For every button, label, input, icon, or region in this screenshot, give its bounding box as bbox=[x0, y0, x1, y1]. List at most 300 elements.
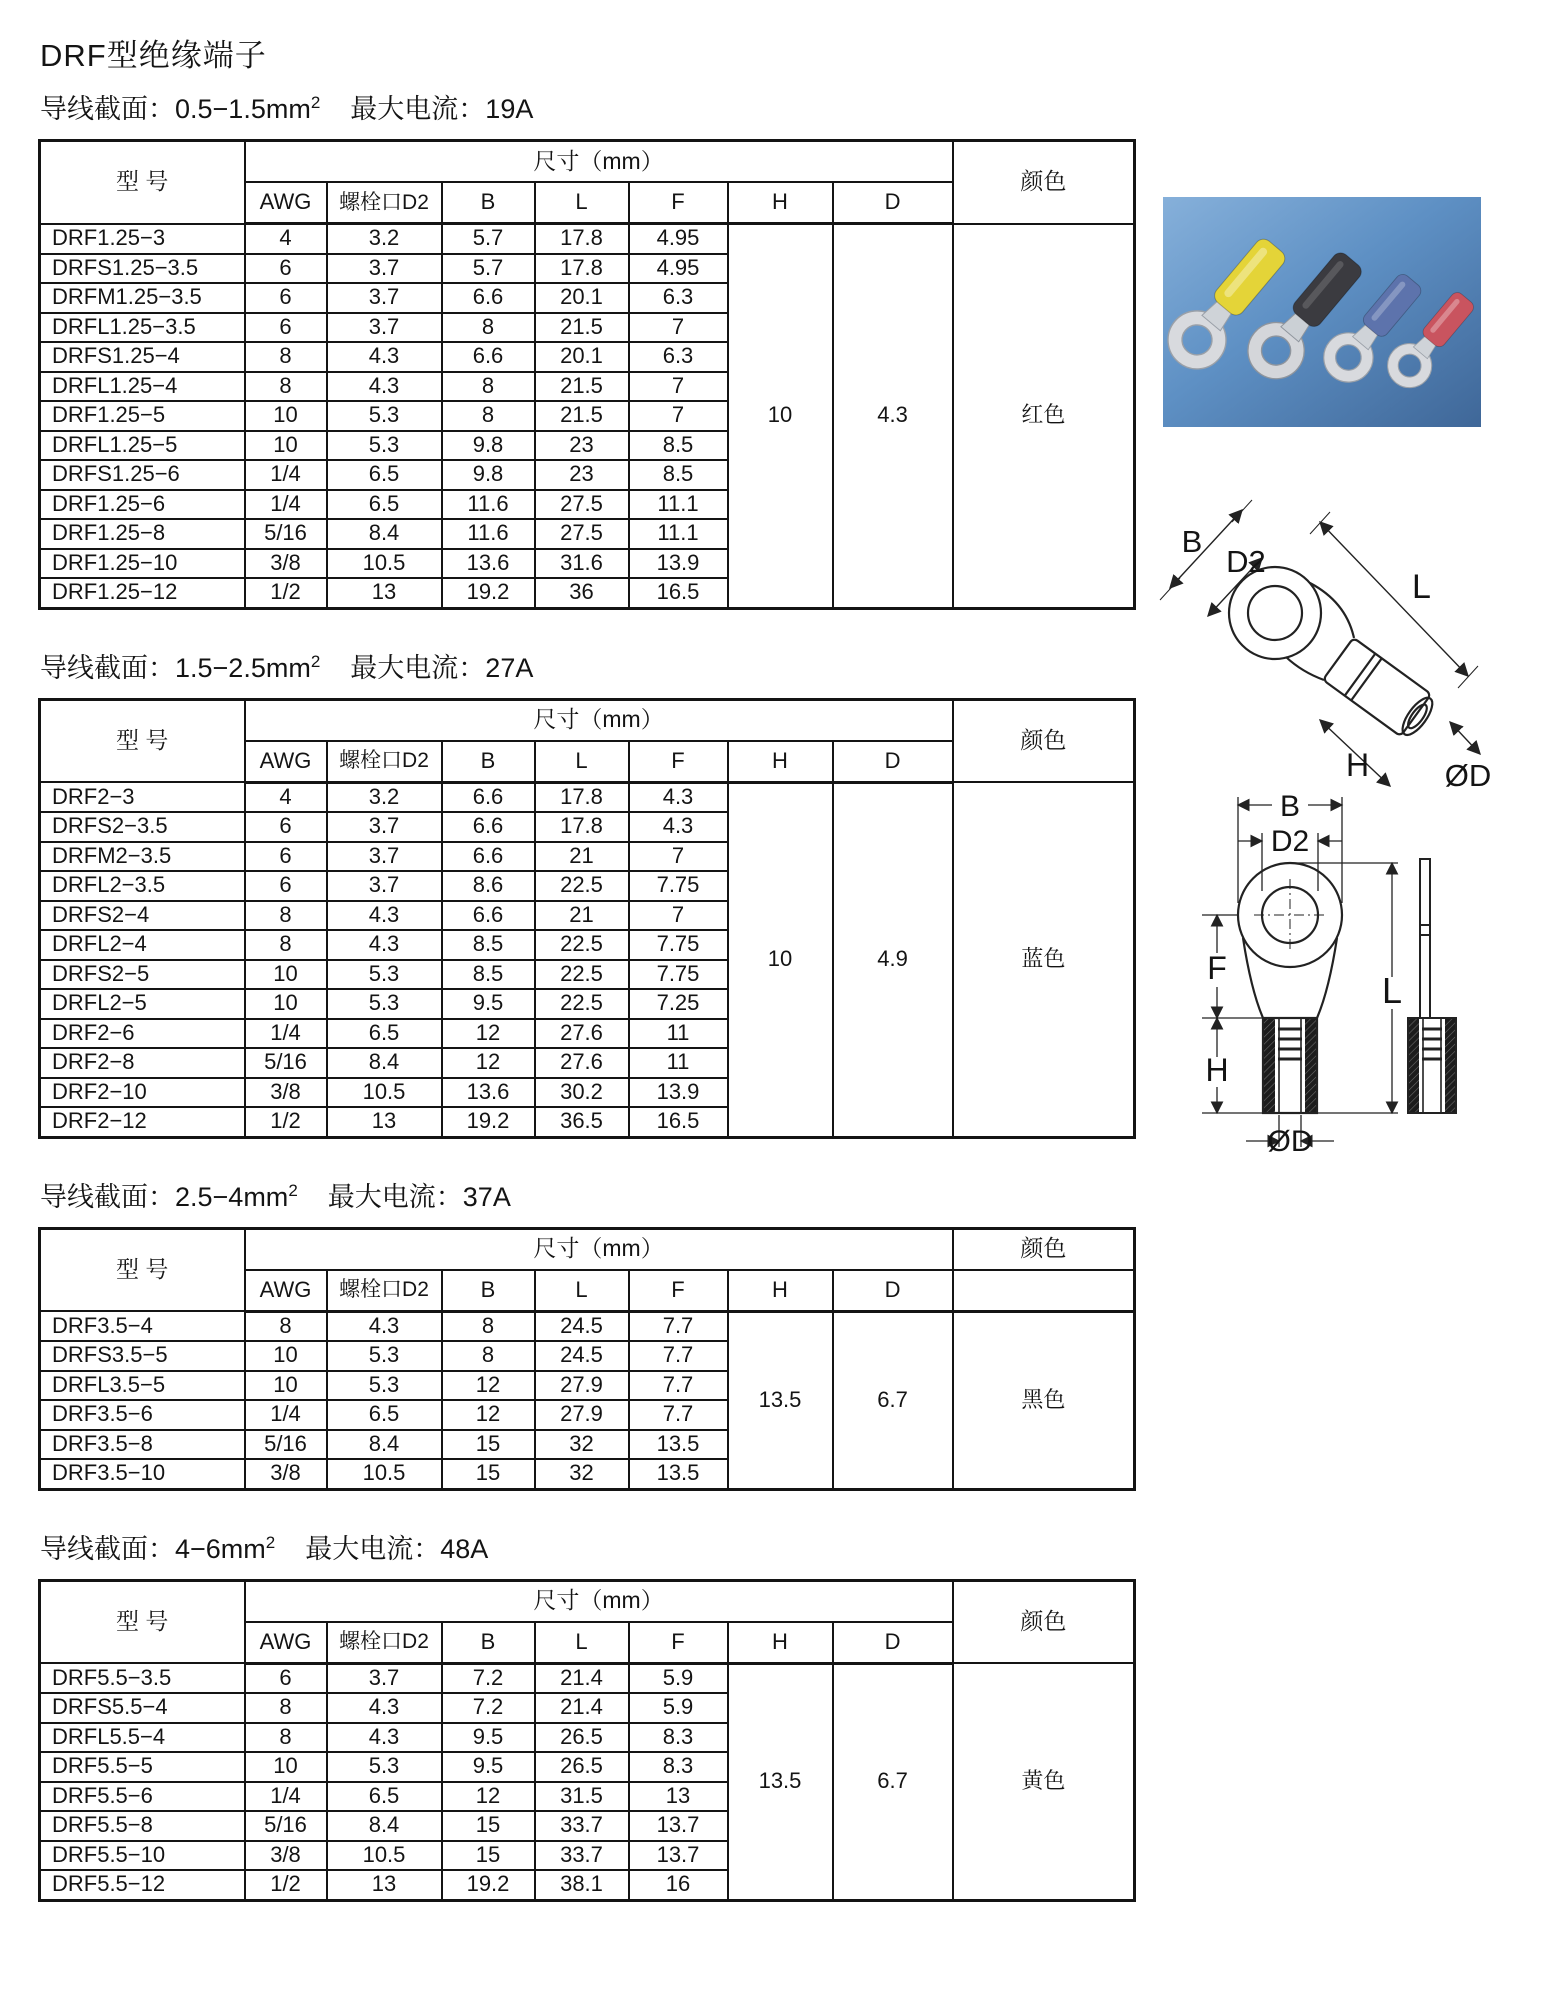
header-model: 型 号 bbox=[40, 1580, 245, 1663]
cell-f: 7 bbox=[629, 313, 728, 343]
cell-f: 13.5 bbox=[629, 1459, 728, 1489]
label-od: ØD bbox=[1267, 1125, 1313, 1158]
cell-f: 7 bbox=[629, 372, 728, 402]
cell-model: DRFS2−3.5 bbox=[40, 812, 245, 842]
cell-f: 6.3 bbox=[629, 283, 728, 313]
header-dimensions: 尺寸（mm） bbox=[245, 699, 953, 741]
cell-f: 16 bbox=[629, 1870, 728, 1900]
cell-b: 8 bbox=[442, 372, 535, 402]
cell-l: 32 bbox=[535, 1430, 629, 1460]
cell-awg: 8 bbox=[245, 1311, 327, 1341]
cell-b: 9.8 bbox=[442, 460, 535, 490]
cell-awg: 1/4 bbox=[245, 460, 327, 490]
cell-awg: 8 bbox=[245, 342, 327, 372]
header-d: D bbox=[833, 741, 953, 783]
cell-awg: 3/8 bbox=[245, 1078, 327, 1108]
drawing-perspective bbox=[1150, 480, 1550, 805]
header-f: F bbox=[629, 741, 728, 783]
cell-l: 27.6 bbox=[535, 1048, 629, 1078]
cell-model: DRF3.5−4 bbox=[40, 1311, 245, 1341]
front-view bbox=[1238, 863, 1342, 1113]
cell-bolt-d2: 5.3 bbox=[327, 1341, 442, 1371]
cell-model: DRFM2−3.5 bbox=[40, 842, 245, 872]
cell-bolt-d2: 4.3 bbox=[327, 372, 442, 402]
header-b: B bbox=[442, 1270, 535, 1312]
header-d: D bbox=[833, 1270, 953, 1312]
cell-l: 33.7 bbox=[535, 1841, 629, 1871]
cell-f: 7.7 bbox=[629, 1311, 728, 1341]
cell-bolt-d2: 6.5 bbox=[327, 1400, 442, 1430]
cell-awg: 3/8 bbox=[245, 1459, 327, 1489]
cell-b: 13.6 bbox=[442, 549, 535, 579]
cell-b: 19.2 bbox=[442, 1107, 535, 1137]
header-bolt-d2: 螺栓口D2 bbox=[327, 1622, 442, 1664]
cell-awg: 10 bbox=[245, 1371, 327, 1401]
cell-model: DRF1.25−12 bbox=[40, 578, 245, 608]
cell-bolt-d2: 13 bbox=[327, 1870, 442, 1900]
cell-l: 21.5 bbox=[535, 372, 629, 402]
perspective-view bbox=[1150, 480, 1550, 800]
cell-model: DRFS1.25−3.5 bbox=[40, 254, 245, 284]
cell-model: DRFS2−4 bbox=[40, 901, 245, 931]
header-l: L bbox=[535, 1270, 629, 1312]
cell-h-shared: 13.5 bbox=[728, 1663, 833, 1900]
cell-model: DRFL1.25−4 bbox=[40, 372, 245, 402]
cell-bolt-d2: 5.3 bbox=[327, 1371, 442, 1401]
cell-color-name: 黄色 bbox=[953, 1663, 1135, 1900]
cell-awg: 10 bbox=[245, 1752, 327, 1782]
cell-awg: 1/2 bbox=[245, 578, 327, 608]
cell-bolt-d2: 3.7 bbox=[327, 871, 442, 901]
cell-awg: 10 bbox=[245, 401, 327, 431]
cell-model: DRFL5.5−4 bbox=[40, 1723, 245, 1753]
cell-b: 9.8 bbox=[442, 431, 535, 461]
cell-l: 26.5 bbox=[535, 1752, 629, 1782]
cell-model: DRFS2−5 bbox=[40, 960, 245, 990]
label-h: H bbox=[1205, 1052, 1229, 1088]
cell-model: DRF2−12 bbox=[40, 1107, 245, 1137]
section-4-6mm bbox=[38, 1527, 1136, 1902]
cell-bolt-d2: 8.4 bbox=[327, 1048, 442, 1078]
cell-model: DRF5.5−10 bbox=[40, 1841, 245, 1871]
cell-awg: 1/4 bbox=[245, 1782, 327, 1812]
cell-b: 12 bbox=[442, 1782, 535, 1812]
spec-table-3 bbox=[38, 1227, 1136, 1491]
cell-model: DRF5.5−5 bbox=[40, 1752, 245, 1782]
wire-section-label: 导线截面：2.5−4mm bbox=[40, 1181, 289, 1212]
cell-awg: 5/16 bbox=[245, 1048, 327, 1078]
cell-l: 27.9 bbox=[535, 1371, 629, 1401]
cell-awg: 10 bbox=[245, 431, 327, 461]
cell-f: 13 bbox=[629, 1782, 728, 1812]
section-heading bbox=[40, 1175, 1136, 1214]
cell-f: 13.7 bbox=[629, 1841, 728, 1871]
label-b: B bbox=[1279, 790, 1301, 823]
cell-bolt-d2: 5.3 bbox=[327, 960, 442, 990]
cell-bolt-d2: 3.7 bbox=[327, 283, 442, 313]
cell-b: 8 bbox=[442, 401, 535, 431]
cell-h-shared: 10 bbox=[728, 782, 833, 1137]
cell-model: DRFS5.5−4 bbox=[40, 1693, 245, 1723]
cell-b: 6.6 bbox=[442, 342, 535, 372]
cell-model: DRFL2−3.5 bbox=[40, 871, 245, 901]
cell-model: DRF2−6 bbox=[40, 1019, 245, 1049]
wire-section-label: 导线截面：4−6mm bbox=[40, 1533, 266, 1564]
cell-model: DRF1.25−10 bbox=[40, 549, 245, 579]
cell-f: 7.75 bbox=[629, 960, 728, 990]
cell-b: 6.6 bbox=[442, 283, 535, 313]
header-color: 颜色 bbox=[953, 141, 1135, 224]
cell-awg: 6 bbox=[245, 842, 327, 872]
header-f: F bbox=[629, 182, 728, 224]
cell-bolt-d2: 4.3 bbox=[327, 930, 442, 960]
cell-awg: 1/4 bbox=[245, 1400, 327, 1430]
cell-awg: 6 bbox=[245, 812, 327, 842]
cell-b: 15 bbox=[442, 1430, 535, 1460]
cell-l: 27.5 bbox=[535, 490, 629, 520]
cell-d-shared: 6.7 bbox=[833, 1311, 953, 1489]
cell-awg: 10 bbox=[245, 960, 327, 990]
cell-model: DRF3.5−8 bbox=[40, 1430, 245, 1460]
cell-bolt-d2: 6.5 bbox=[327, 490, 442, 520]
cell-l: 31.6 bbox=[535, 549, 629, 579]
cell-f: 4.3 bbox=[629, 812, 728, 842]
cell-b: 12 bbox=[442, 1371, 535, 1401]
product-photo bbox=[1163, 197, 1481, 427]
cell-awg: 6 bbox=[245, 313, 327, 343]
spec-table-1 bbox=[38, 139, 1136, 610]
header-model: 型 号 bbox=[40, 699, 245, 782]
cell-bolt-d2: 10.5 bbox=[327, 549, 442, 579]
cell-l: 17.8 bbox=[535, 224, 629, 254]
header-bolt-d2: 螺栓口D2 bbox=[327, 741, 442, 783]
cell-f: 4.95 bbox=[629, 254, 728, 284]
spec-table-2 bbox=[38, 698, 1136, 1139]
cell-l: 32 bbox=[535, 1459, 629, 1489]
cell-model: DRF3.5−6 bbox=[40, 1400, 245, 1430]
squared-sup: 2 bbox=[310, 651, 321, 671]
cell-model: DRFS1.25−6 bbox=[40, 460, 245, 490]
cell-f: 7.75 bbox=[629, 930, 728, 960]
cell-l: 36 bbox=[535, 578, 629, 608]
cell-b: 5.7 bbox=[442, 254, 535, 284]
spec-row bbox=[40, 1311, 1135, 1341]
dimension-labels bbox=[1182, 524, 1492, 793]
cell-model: DRF5.5−8 bbox=[40, 1811, 245, 1841]
cell-f: 4.95 bbox=[629, 224, 728, 254]
color-header-spacer bbox=[953, 1270, 1135, 1312]
cell-f: 7 bbox=[629, 401, 728, 431]
cell-model: DRF2−3 bbox=[40, 782, 245, 812]
cell-awg: 6 bbox=[245, 254, 327, 284]
cell-b: 8.6 bbox=[442, 871, 535, 901]
cell-bolt-d2: 3.7 bbox=[327, 254, 442, 284]
side-view bbox=[1408, 859, 1456, 1113]
cell-l: 21 bbox=[535, 842, 629, 872]
cell-awg: 8 bbox=[245, 901, 327, 931]
cell-bolt-d2: 5.3 bbox=[327, 431, 442, 461]
spec-row bbox=[40, 224, 1135, 254]
header-bolt-d2: 螺栓口D2 bbox=[327, 182, 442, 224]
cell-l: 22.5 bbox=[535, 960, 629, 990]
cell-b: 19.2 bbox=[442, 1870, 535, 1900]
header-awg: AWG bbox=[245, 182, 327, 224]
cell-f: 13.5 bbox=[629, 1430, 728, 1460]
cell-f: 16.5 bbox=[629, 1107, 728, 1137]
max-current-label: 最大电流：19A bbox=[350, 94, 534, 124]
label-h: H bbox=[1346, 747, 1370, 783]
header-d: D bbox=[833, 1622, 953, 1664]
cell-h-shared: 13.5 bbox=[728, 1311, 833, 1489]
cell-f: 8.5 bbox=[629, 460, 728, 490]
header-model: 型 号 bbox=[40, 141, 245, 224]
cell-b: 9.5 bbox=[442, 989, 535, 1019]
squared-sup: 2 bbox=[310, 93, 321, 112]
label-od: ØD bbox=[1444, 758, 1492, 793]
header-h: H bbox=[728, 741, 833, 783]
cell-b: 7.2 bbox=[442, 1663, 535, 1693]
cell-bolt-d2: 13 bbox=[327, 1107, 442, 1137]
label-l: L bbox=[1412, 568, 1431, 606]
cell-awg: 10 bbox=[245, 1341, 327, 1371]
cell-f: 13.7 bbox=[629, 1811, 728, 1841]
header-l: L bbox=[535, 182, 629, 224]
cell-bolt-d2: 3.2 bbox=[327, 224, 442, 254]
header-awg: AWG bbox=[245, 741, 327, 783]
header-f: F bbox=[629, 1622, 728, 1664]
cell-model: DRFS3.5−5 bbox=[40, 1341, 245, 1371]
dimension-labels bbox=[1205, 790, 1402, 1158]
cell-awg: 6 bbox=[245, 871, 327, 901]
cell-b: 9.5 bbox=[442, 1752, 535, 1782]
cell-bolt-d2: 5.3 bbox=[327, 401, 442, 431]
cell-b: 7.2 bbox=[442, 1693, 535, 1723]
header-bolt-d2: 螺栓口D2 bbox=[327, 1270, 442, 1312]
cell-b: 15 bbox=[442, 1459, 535, 1489]
header-color: 颜色 bbox=[953, 699, 1135, 782]
cell-bolt-d2: 6.5 bbox=[327, 1019, 442, 1049]
cell-l: 17.8 bbox=[535, 782, 629, 812]
cell-f: 11 bbox=[629, 1048, 728, 1078]
cell-l: 21.4 bbox=[535, 1693, 629, 1723]
cell-bolt-d2: 8.4 bbox=[327, 1811, 442, 1841]
cell-b: 9.5 bbox=[442, 1723, 535, 1753]
cell-l: 21.5 bbox=[535, 401, 629, 431]
section-1.5-2.5mm bbox=[38, 646, 1136, 1139]
cell-f: 5.9 bbox=[629, 1693, 728, 1723]
cell-l: 20.1 bbox=[535, 283, 629, 313]
cell-f: 13.9 bbox=[629, 549, 728, 579]
cell-bolt-d2: 3.7 bbox=[327, 1663, 442, 1693]
cell-bolt-d2: 8.4 bbox=[327, 519, 442, 549]
cell-d-shared: 4.3 bbox=[833, 224, 953, 609]
cell-l: 31.5 bbox=[535, 1782, 629, 1812]
section-0.5-1.5mm bbox=[38, 87, 1136, 610]
label-d2: D2 bbox=[1226, 544, 1266, 579]
cell-b: 13.6 bbox=[442, 1078, 535, 1108]
header-b: B bbox=[442, 741, 535, 783]
terminal-outline bbox=[1229, 567, 1440, 743]
cell-f: 7.7 bbox=[629, 1371, 728, 1401]
cell-l: 22.5 bbox=[535, 989, 629, 1019]
ring-terminals-photo bbox=[1163, 197, 1481, 427]
header-awg: AWG bbox=[245, 1622, 327, 1664]
cell-l: 17.8 bbox=[535, 254, 629, 284]
header-d: D bbox=[833, 182, 953, 224]
header-dimensions: 尺寸（mm） bbox=[245, 1228, 953, 1270]
cell-l: 38.1 bbox=[535, 1870, 629, 1900]
cell-awg: 5/16 bbox=[245, 1811, 327, 1841]
cell-f: 7 bbox=[629, 901, 728, 931]
cell-model: DRFL3.5−5 bbox=[40, 1371, 245, 1401]
header-l: L bbox=[535, 741, 629, 783]
cell-b: 15 bbox=[442, 1811, 535, 1841]
cell-l: 27.5 bbox=[535, 519, 629, 549]
cell-f: 7.7 bbox=[629, 1341, 728, 1371]
cell-f: 13.9 bbox=[629, 1078, 728, 1108]
cell-bolt-d2: 3.7 bbox=[327, 842, 442, 872]
cell-b: 12 bbox=[442, 1019, 535, 1049]
cell-bolt-d2: 6.5 bbox=[327, 1782, 442, 1812]
cell-l: 17.8 bbox=[535, 812, 629, 842]
cell-b: 6.6 bbox=[442, 812, 535, 842]
cell-model: DRFL1.25−5 bbox=[40, 431, 245, 461]
header-model: 型 号 bbox=[40, 1228, 245, 1311]
cell-d-shared: 4.9 bbox=[833, 782, 953, 1137]
cell-awg: 4 bbox=[245, 224, 327, 254]
cell-model: DRF5.5−3.5 bbox=[40, 1663, 245, 1693]
section-heading bbox=[40, 1527, 1136, 1566]
cell-bolt-d2: 4.3 bbox=[327, 1311, 442, 1341]
cell-model: DRFL2−4 bbox=[40, 930, 245, 960]
cell-l: 22.5 bbox=[535, 930, 629, 960]
spec-row bbox=[40, 782, 1135, 812]
header-dimensions: 尺寸（mm） bbox=[245, 141, 953, 183]
cell-b: 11.6 bbox=[442, 519, 535, 549]
cell-model: DRF1.25−6 bbox=[40, 490, 245, 520]
cell-bolt-d2: 5.3 bbox=[327, 1752, 442, 1782]
cell-awg: 10 bbox=[245, 989, 327, 1019]
cell-b: 6.6 bbox=[442, 901, 535, 931]
cell-bolt-d2: 4.3 bbox=[327, 1693, 442, 1723]
cell-awg: 1/2 bbox=[245, 1870, 327, 1900]
cell-bolt-d2: 3.7 bbox=[327, 313, 442, 343]
cell-f: 8.3 bbox=[629, 1723, 728, 1753]
header-f: F bbox=[629, 1270, 728, 1312]
cell-f: 16.5 bbox=[629, 578, 728, 608]
cell-model: DRFL2−5 bbox=[40, 989, 245, 1019]
cell-b: 8 bbox=[442, 313, 535, 343]
cell-color-name: 蓝色 bbox=[953, 782, 1135, 1137]
header-color: 颜色 bbox=[953, 1228, 1135, 1270]
label-l: L bbox=[1381, 970, 1403, 1011]
cell-l: 22.5 bbox=[535, 871, 629, 901]
cell-bolt-d2: 10.5 bbox=[327, 1459, 442, 1489]
cell-model: DRF5.5−6 bbox=[40, 1782, 245, 1812]
header-awg: AWG bbox=[245, 1270, 327, 1312]
cell-bolt-d2: 13 bbox=[327, 578, 442, 608]
wire-section-label: 导线截面：0.5−1.5mm bbox=[40, 94, 311, 124]
cell-b: 6.6 bbox=[442, 782, 535, 812]
cell-f: 8.3 bbox=[629, 1752, 728, 1782]
cell-bolt-d2: 10.5 bbox=[327, 1078, 442, 1108]
cell-awg: 3/8 bbox=[245, 1841, 327, 1871]
header-l: L bbox=[535, 1622, 629, 1664]
cell-bolt-d2: 3.2 bbox=[327, 782, 442, 812]
cell-f: 6.3 bbox=[629, 342, 728, 372]
cell-l: 24.5 bbox=[535, 1311, 629, 1341]
cell-bolt-d2: 10.5 bbox=[327, 1841, 442, 1871]
header-b: B bbox=[442, 182, 535, 224]
cell-l: 33.7 bbox=[535, 1811, 629, 1841]
dimension-lines bbox=[1160, 500, 1480, 786]
label-f: F bbox=[1207, 950, 1227, 986]
header-h: H bbox=[728, 182, 833, 224]
cell-awg: 8 bbox=[245, 1693, 327, 1723]
section-heading bbox=[40, 87, 1136, 126]
max-current-label: 最大电流：27A bbox=[350, 652, 534, 683]
cell-awg: 5/16 bbox=[245, 1430, 327, 1460]
squared-sup: 2 bbox=[265, 1532, 276, 1552]
cell-awg: 8 bbox=[245, 1723, 327, 1753]
cell-bolt-d2: 4.3 bbox=[327, 342, 442, 372]
cell-bolt-d2: 5.3 bbox=[327, 989, 442, 1019]
header-b: B bbox=[442, 1622, 535, 1664]
cell-model: DRFL1.25−3.5 bbox=[40, 313, 245, 343]
cell-model: DRFM1.25−3.5 bbox=[40, 283, 245, 313]
header-dimensions: 尺寸（mm） bbox=[245, 1580, 953, 1622]
spec-row bbox=[40, 1663, 1135, 1693]
cell-l: 30.2 bbox=[535, 1078, 629, 1108]
cell-bolt-d2: 4.3 bbox=[327, 1723, 442, 1753]
cell-b: 8 bbox=[442, 1341, 535, 1371]
cell-l: 26.5 bbox=[535, 1723, 629, 1753]
cell-f: 11.1 bbox=[629, 519, 728, 549]
cell-b: 15 bbox=[442, 1841, 535, 1871]
page-title: DRF型绝缘端子 bbox=[40, 38, 267, 73]
cell-awg: 6 bbox=[245, 1663, 327, 1693]
drawing-front-side bbox=[1158, 775, 1552, 1180]
spec-content bbox=[38, 30, 1136, 1902]
cell-bolt-d2: 4.3 bbox=[327, 901, 442, 931]
cell-model: DRF1.25−8 bbox=[40, 519, 245, 549]
header-h: H bbox=[728, 1270, 833, 1312]
label-b: B bbox=[1181, 524, 1203, 559]
label-d2: D2 bbox=[1270, 825, 1310, 858]
cell-b: 5.7 bbox=[442, 224, 535, 254]
cell-color-name: 黑色 bbox=[953, 1311, 1135, 1489]
cell-b: 6.6 bbox=[442, 842, 535, 872]
cell-l: 20.1 bbox=[535, 342, 629, 372]
cell-b: 12 bbox=[442, 1400, 535, 1430]
cell-f: 11 bbox=[629, 1019, 728, 1049]
cell-h-shared: 10 bbox=[728, 224, 833, 609]
section-heading bbox=[40, 646, 1136, 685]
header-color: 颜色 bbox=[953, 1580, 1135, 1663]
cell-b: 12 bbox=[442, 1048, 535, 1078]
cell-l: 23 bbox=[535, 431, 629, 461]
cell-color-name: 红色 bbox=[953, 224, 1135, 609]
cell-awg: 8 bbox=[245, 930, 327, 960]
cell-awg: 1/4 bbox=[245, 490, 327, 520]
cell-d-shared: 6.7 bbox=[833, 1663, 953, 1900]
max-current-label: 最大电流：48A bbox=[305, 1533, 489, 1564]
cell-b: 8.5 bbox=[442, 960, 535, 990]
cell-f: 5.9 bbox=[629, 1663, 728, 1693]
cell-awg: 5/16 bbox=[245, 519, 327, 549]
cell-bolt-d2: 8.4 bbox=[327, 1430, 442, 1460]
cell-l: 27.9 bbox=[535, 1400, 629, 1430]
